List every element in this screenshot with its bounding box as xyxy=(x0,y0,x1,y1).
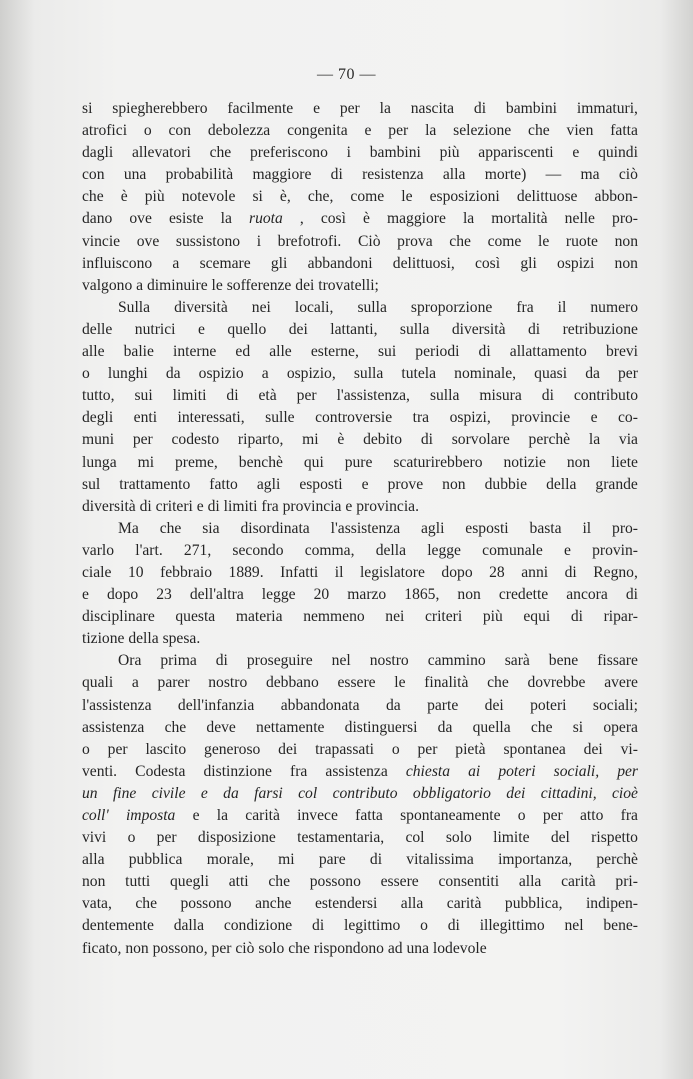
text-line: assistenza che deve nettamente distinguersi da quella che si opera xyxy=(82,718,638,736)
text-line: venti. Codesta distinzione fra assistenza chiesta ai poteri sociali, per xyxy=(82,762,638,780)
text-line: disciplinare questa materia nemmeno nei criteri più equi di ripar- xyxy=(82,608,638,626)
text-line: dano ove esiste la ruota , così è maggiore la mortalità nelle pro- xyxy=(82,210,638,228)
text-line: vata, che possono anche estendersi alla carità pubblica, indipen- xyxy=(82,895,638,913)
text-line: diversità di criteri e di limiti fra provincia e provincia. xyxy=(82,497,420,515)
text-line: e dopo 23 dell'altra legge 20 marzo 1865, non credette ancora di xyxy=(82,586,638,604)
text-line: alle balie interne ed alle esterne, sui periodi di allattamento brevi xyxy=(82,343,638,361)
text-line: ciale 10 febbraio 1889. Infatti il legislatore dopo 28 anni di Regno, xyxy=(82,563,638,581)
text-line: Sulla diversità nei locali, sulla sproporzione fra il numero xyxy=(118,298,638,316)
body-text xyxy=(82,98,638,960)
text-line: varlo l'art. 271, secondo comma, della legge comunale e provin- xyxy=(82,541,638,559)
text-line: muni per codesto riparto, mi è debito di sorvolare perchè la via xyxy=(82,431,638,449)
text-line: sul trattamento fatto agli esposti e prove non dubbie della grande xyxy=(82,475,638,493)
paragraph xyxy=(82,297,638,518)
text-line: ficato, non possono, per ciò solo che rispondono ad una lodevole xyxy=(82,939,487,957)
text-line: vincie ove sussistono i brefotrofi. Ciò prova che come le ruote non xyxy=(82,232,638,250)
text-line: un fine civile e da farsi col contributo obbligatorio dei cittadini, cioè xyxy=(82,784,638,802)
text-line: dentemente dalla condizione di legittimo o di illegittimo nel bene- xyxy=(82,917,638,935)
text-line: Ma che sia disordinata l'assistenza agli esposti basta il pro- xyxy=(118,519,638,537)
text-line: che è più notevole si è, che, come le esposizioni delittuose abbon- xyxy=(82,188,638,206)
text-line: Ora prima di proseguire nel nostro cammino sarà bene fissare xyxy=(118,652,638,670)
paragraph xyxy=(82,98,638,297)
text-line: si spiegherebbero facilmente e per la nascita di bambini immaturi, xyxy=(82,100,638,117)
text-line: o lunghi da ospizio a ospizio, sulla tutela nominale, quasi da per xyxy=(82,365,638,383)
text-line: o per lascito generoso dei trapassati o per pietà spontanea dei vi- xyxy=(82,740,638,758)
text-line: delle nutrici e quello dei lattanti, sulla diversità di retribuzione xyxy=(82,320,638,338)
text-line: con una probabilità maggiore di resistenza alla morte) — ma ciò xyxy=(82,166,638,184)
text-line: tizione della spesa. xyxy=(82,630,201,648)
page-number: — 70 — xyxy=(317,66,376,83)
text-line: lunga mi preme, benchè qui pure scaturirebbero notizie non liete xyxy=(82,453,638,471)
text-line: influiscono a scemare gli abbandoni delittuosi, così gli ospizi non xyxy=(82,254,638,272)
text-line: vivi o per disposizione testamentaria, col solo limite del rispetto xyxy=(82,829,638,847)
text-line: alla pubblica morale, mi pare di vitalissima importanza, perchè xyxy=(82,851,638,869)
text-line: dagli allevatori che preferiscono i bambini più appariscenti e quindi xyxy=(82,144,638,162)
text-line: quali a parer nostro debbano essere le finalità che dovrebbe avere xyxy=(82,674,638,692)
text-line: non tutti quegli atti che possono essere consentiti alla carità pri- xyxy=(82,873,638,891)
paragraph xyxy=(82,518,638,651)
text-line: valgono a diminuire le sofferenze dei trovatelli; xyxy=(82,276,379,294)
text-line: l'assistenza dell'infanzia abbandonata da parte dei poteri sociali; xyxy=(82,696,638,714)
text-line: tutto, sui limiti di età per l'assistenza, sulla misura di contributo xyxy=(82,387,638,405)
text-line: degli enti interessati, sulle controversie tra ospizi, provincie e co- xyxy=(82,409,638,427)
text-line: coll' imposta e la carità invece fatta spontaneamente o per atto fra xyxy=(82,807,638,824)
text-line: atrofici o con debolezza congenita e per la selezione che vien fatta xyxy=(82,122,638,140)
paragraph xyxy=(82,650,638,959)
